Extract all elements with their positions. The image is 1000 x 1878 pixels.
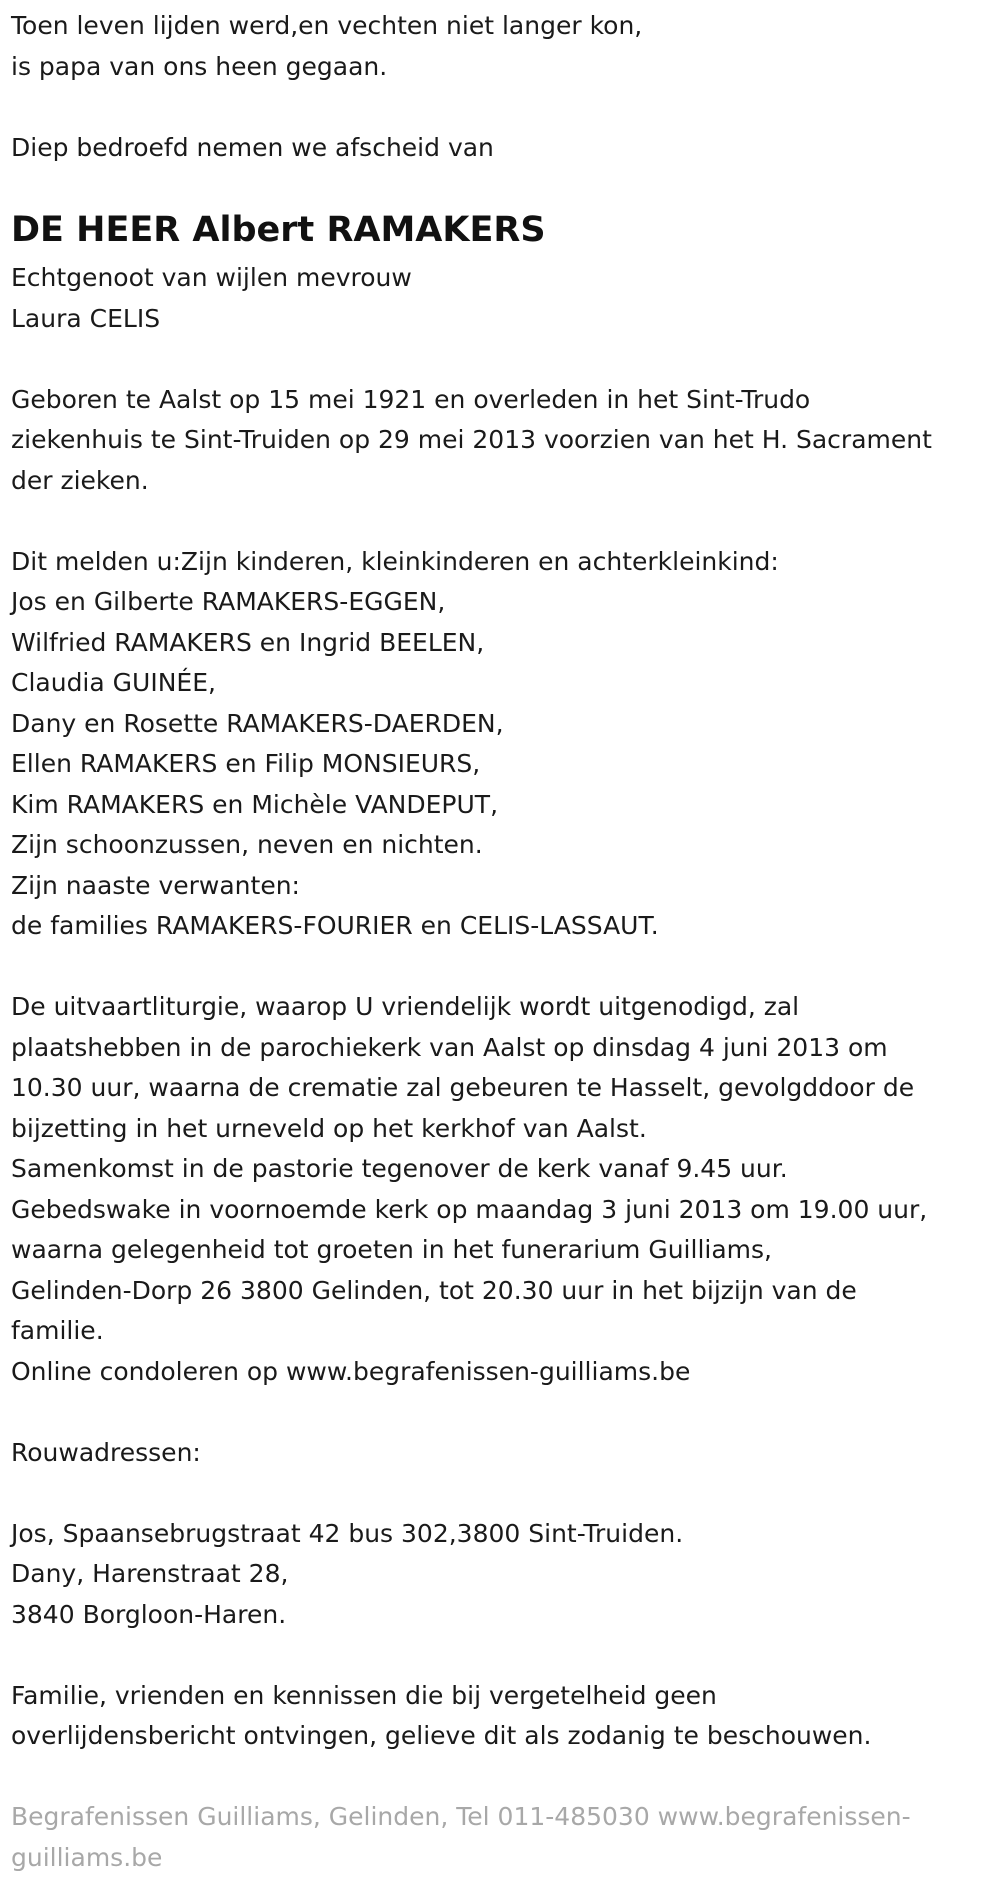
spouse-line: Laura CELIS [11, 299, 1000, 340]
family-list [11, 542, 1000, 947]
spouse-info [11, 258, 1000, 339]
address-line: Jos, Spaansebrugstraat 42 bus 302,3800 Sint-Truiden. [11, 1514, 1000, 1555]
family-line: Wilfried RAMAKERS en Ingrid BEELEN, [11, 623, 1000, 664]
family-line: Zijn naaste verwanten: [11, 866, 1000, 907]
family-line: Dany en Rosette RAMAKERS-DAERDEN, [11, 704, 1000, 745]
funeral-line: bijzetting in het urneveld op het kerkhof van Aalst. [11, 1109, 1000, 1150]
spacer [11, 1635, 1000, 1676]
spacer [11, 501, 1000, 542]
addresses-heading: Rouwadressen: [11, 1433, 1000, 1474]
funeral-home-footer [11, 1797, 1000, 1878]
spacer [11, 87, 1000, 128]
deceased-name: DE HEER Albert RAMAKERS [11, 206, 1000, 254]
address-line: Dany, Harenstraat 28, [11, 1554, 1000, 1595]
announcement: Diep bedroefd nemen we afscheid van [11, 128, 1000, 169]
spacer [11, 1757, 1000, 1798]
birth-death-paragraph [11, 380, 1000, 502]
funeral-line: plaatshebben in de parochiekerk van Aalst op dinsdag 4 juni 2013 om [11, 1028, 1000, 1069]
funeral-line: De uitvaartliturgie, waarop U vriendelijk wordt uitgenodigd, zal [11, 987, 1000, 1028]
closing-line: Familie, vrienden en kennissen die bij vergetelheid geen [11, 1676, 1000, 1717]
family-line: de families RAMAKERS-FOURIER en CELIS-LASSAUT. [11, 906, 1000, 947]
mourning-addresses [11, 1514, 1000, 1636]
spouse-line: Echtgenoot van wijlen mevrouw [11, 258, 1000, 299]
intro-line: Toen leven lijden werd,en vechten niet langer kon, [11, 6, 1000, 47]
funeral-line: Gebedswake in voornoemde kerk op maandag 3 juni 2013 om 19.00 uur, [11, 1190, 1000, 1231]
funeral-line: Gelinden-Dorp 26 3800 Gelinden, tot 20.30 uur in het bijzijn van de [11, 1271, 1000, 1312]
closing-note [11, 1676, 1000, 1757]
spacer [11, 168, 1000, 202]
funeral-line: Samenkomst in de pastorie tegenover de kerk vanaf 9.45 uur. [11, 1149, 1000, 1190]
spacer [11, 1392, 1000, 1433]
footer-line: guilliams.be [11, 1838, 1000, 1878]
family-line: Kim RAMAKERS en Michèle VANDEPUT, [11, 785, 1000, 826]
spacer [11, 1473, 1000, 1514]
funeral-line: familie. [11, 1311, 1000, 1352]
family-line: Jos en Gilberte RAMAKERS-EGGEN, [11, 582, 1000, 623]
intro-verse [11, 6, 1000, 87]
family-line: Zijn schoonzussen, neven en nichten. [11, 825, 1000, 866]
closing-line: overlijdensbericht ontvingen, gelieve dit als zodanig te beschouwen. [11, 1716, 1000, 1757]
funeral-line: Online condoleren op www.begrafenissen-guilliams.be [11, 1352, 1000, 1393]
birth-death-line: Geboren te Aalst op 15 mei 1921 en overleden in het Sint-Trudo [11, 380, 1000, 421]
funeral-line: 10.30 uur, waarna de crematie zal gebeuren te Hasselt, gevolgddoor de [11, 1068, 1000, 1109]
birth-death-line: ziekenhuis te Sint-Truiden op 29 mei 2013 voorzien van het H. Sacrament [11, 420, 1000, 461]
funeral-details [11, 987, 1000, 1392]
footer-line: Begrafenissen Guilliams, Gelinden, Tel 011-485030 www.begrafenissen- [11, 1797, 1000, 1838]
intro-line: is papa van ons heen gegaan. [11, 47, 1000, 88]
address-line: 3840 Borgloon-Haren. [11, 1595, 1000, 1636]
birth-death-line: der zieken. [11, 461, 1000, 502]
spacer [11, 339, 1000, 380]
family-line: Dit melden u:Zijn kinderen, kleinkinderen en achterkleinkind: [11, 542, 1000, 583]
spacer [11, 947, 1000, 988]
family-line: Claudia GUINÉE, [11, 663, 1000, 704]
funeral-line: waarna gelegenheid tot groeten in het funerarium Guilliams, [11, 1230, 1000, 1271]
family-line: Ellen RAMAKERS en Filip MONSIEURS, [11, 744, 1000, 785]
